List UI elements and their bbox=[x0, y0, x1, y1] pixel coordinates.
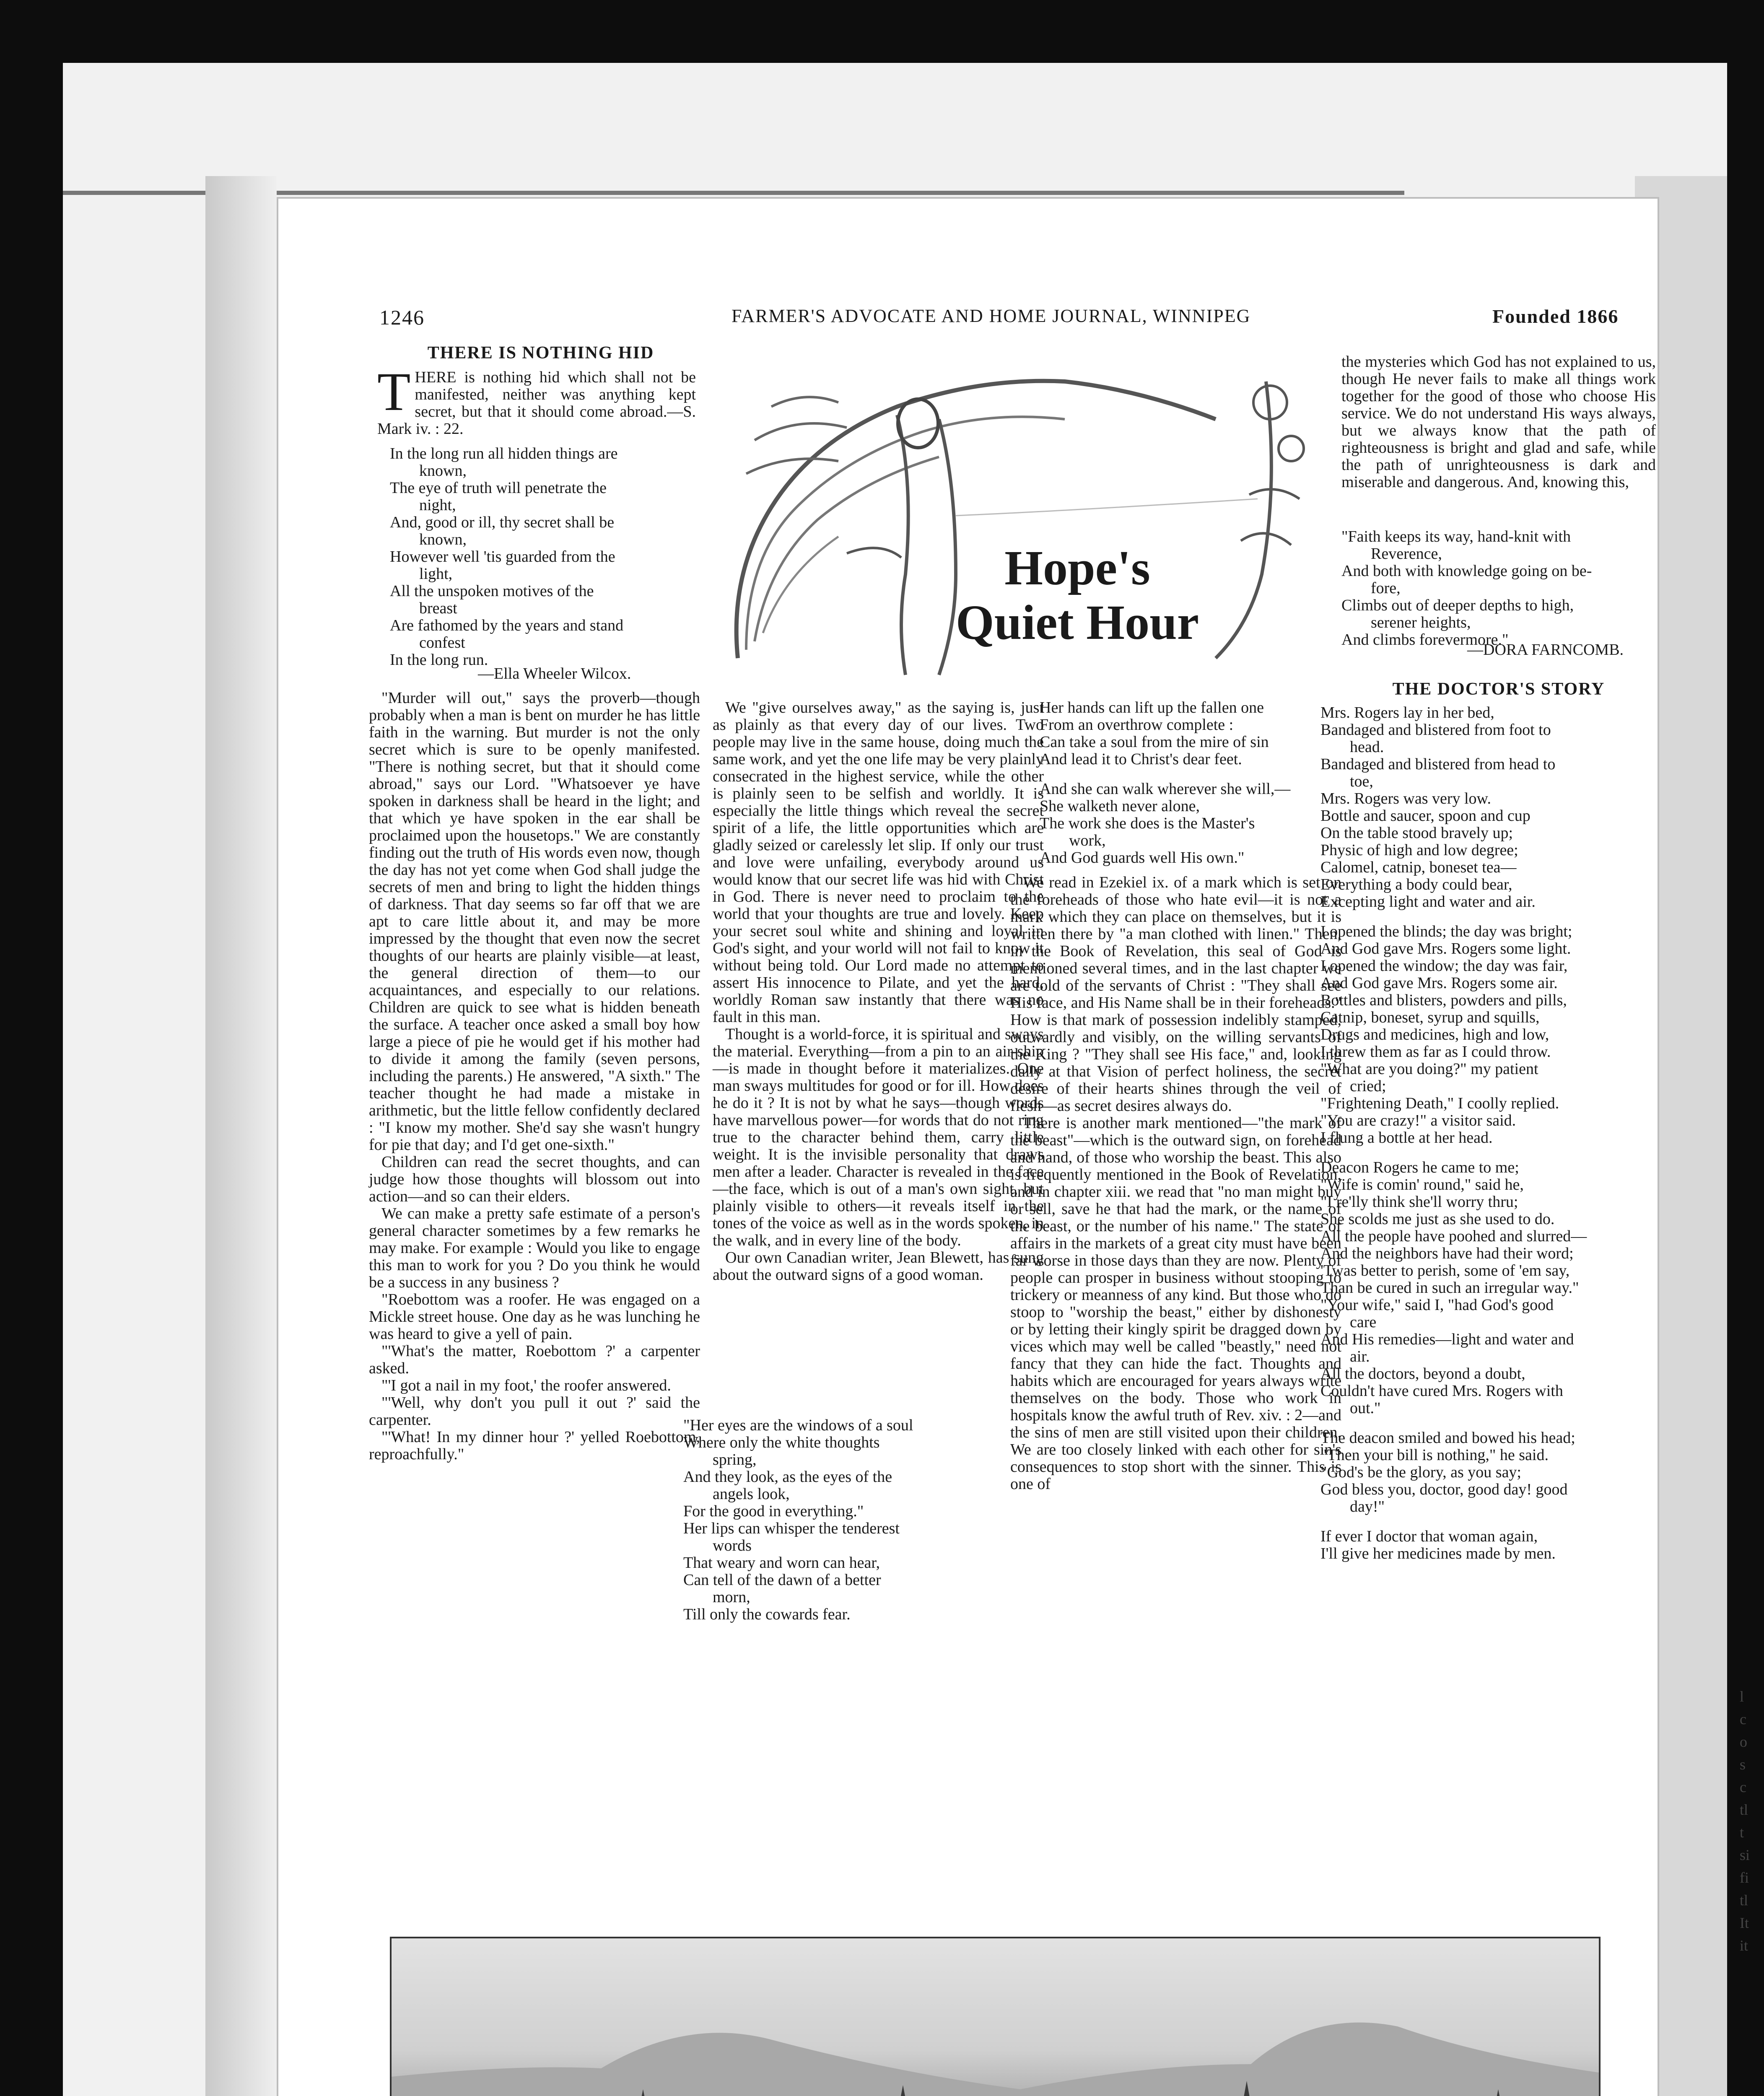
rc-poem-line: And she can walk wherever she will,— bbox=[1040, 780, 1291, 798]
article-title: THERE IS NOTHING HID bbox=[427, 343, 654, 363]
epigraph-text: HERE is nothing hid which shall not be manifested, neither was anything kept secret, but that it should come abroad.—S. Mark iv. : 22. bbox=[377, 368, 696, 438]
story-line: And God gave Mrs. Rogers some air. bbox=[1320, 974, 1558, 992]
center-article-body bbox=[713, 699, 1044, 1284]
center-poem-line: For the good in everything." bbox=[683, 1502, 864, 1520]
left-paragraph: "'Well, why don't you pull it out ?' said the carpenter. bbox=[369, 1394, 700, 1429]
story-line: "You are crazy!" a visitor said. bbox=[1320, 1112, 1516, 1129]
story-line: Drugs and medicines, high and low, bbox=[1320, 1026, 1549, 1043]
center-poem bbox=[683, 1417, 1040, 1623]
right-center-poem bbox=[1040, 699, 1341, 866]
rc-poem-line: Her hands can lift up the fallen one bbox=[1040, 699, 1264, 716]
story-line: "What are you doing?" my patient bbox=[1320, 1060, 1538, 1078]
quote-line: serener heights, bbox=[1371, 614, 1471, 631]
story-line: Bottle and saucer, spoon and cup bbox=[1320, 807, 1531, 825]
feature-title bbox=[931, 541, 1224, 650]
doctors-story-poem bbox=[1320, 704, 1656, 1562]
left-paragraph: "'What! In my dinner hour ?' yelled Roebottom, reproachfully." bbox=[369, 1428, 700, 1463]
story-line: I flung a bottle at her head. bbox=[1320, 1129, 1493, 1147]
story-line: cried; bbox=[1350, 1077, 1386, 1095]
quote-line: Reverence, bbox=[1371, 545, 1442, 563]
landscape-photo bbox=[390, 1937, 1601, 2096]
story-line bbox=[1320, 1417, 1656, 1429]
center-poem-line: That weary and worn can hear, bbox=[683, 1554, 880, 1572]
poem bbox=[390, 445, 700, 669]
story-line: And His remedies—light and water and bbox=[1320, 1331, 1574, 1348]
center-poem-line: Till only the cowards fear. bbox=[683, 1606, 851, 1623]
poem-line: The eye of truth will penetrate the bbox=[390, 479, 607, 497]
story-line: Than be cured in such an irregular way." bbox=[1320, 1279, 1579, 1297]
story-line: If ever I doctor that woman again, bbox=[1320, 1528, 1538, 1545]
poem-line: light, bbox=[419, 565, 453, 583]
poem-line: In the long run. bbox=[390, 651, 488, 669]
poem-line: known, bbox=[419, 462, 467, 480]
story-line: And the neighbors have had their word; bbox=[1320, 1245, 1574, 1262]
story-line: She scolds me just as she used to do. bbox=[1320, 1210, 1555, 1228]
poem-line: breast bbox=[419, 599, 457, 617]
rc-poem-line: The work she does is the Master's bbox=[1040, 815, 1255, 832]
page-gutter-shadow bbox=[205, 176, 277, 2096]
story-line: Mrs. Rogers was very low. bbox=[1320, 790, 1492, 807]
rc-paragraph: There is another mark mentioned—"the mark of the beast"—which is the outward sign, on forehead and hand, of those who worship the beast. This also is frequently mentioned in the Book of Revelation, and in chapter xiii. we read that "no man might buy or sell, save he that had the mark, or the name of the beast, or the number of his name." The state of affairs in the markets of a great city must have been far worse in those days than they are now. Plenty of people can prosper in business without stooping to trickery or meanness of any kind. But those who do stoop to "worship the beast," either by dishonesty or by letting their kingly spirit be dragged down by vices which may well be called "beastly," need not fancy that they can hide the fact. Thoughts and habits which are encouraged for years always write themselves on the body. Those who work in hospitals know the awful truth of Rev. xiv. : 2—and the sins of men are still visited upon their children. We are too closely linked with each other for sin's consequences to stop short with the sinner. This is one of bbox=[1010, 1114, 1341, 1493]
story-line: And God gave Mrs. Rogers some light. bbox=[1320, 940, 1571, 957]
center-paragraph: Our own Canadian writer, Jean Blewett, has sung about the outward signs of a good woman. bbox=[713, 1249, 1044, 1284]
poem-line: confest bbox=[419, 634, 465, 651]
faith-quote bbox=[1341, 528, 1656, 649]
poem-author: —Ella Wheeler Wilcox. bbox=[478, 665, 631, 682]
page-number: 1246 bbox=[379, 306, 425, 329]
story-line: I opened the window; the day was fair, bbox=[1320, 957, 1568, 975]
scan-border-top bbox=[0, 0, 1764, 63]
left-article-body bbox=[369, 690, 700, 1463]
center-poem-line: Where only the white thoughts bbox=[683, 1434, 880, 1451]
story-line: toe, bbox=[1350, 773, 1373, 790]
poem-line: All the unspoken motives of the bbox=[390, 582, 594, 600]
feature-title-line2: Quiet Hour bbox=[955, 595, 1199, 650]
story-line: Bandaged and blistered from foot to bbox=[1320, 721, 1551, 739]
poem-line: In the long run all hidden things are bbox=[390, 445, 618, 462]
journal-title: FARMER'S ADVOCATE AND HOME JOURNAL, WINNIPEG bbox=[732, 306, 1251, 326]
quote-author: —DORA FARNCOMB. bbox=[1467, 641, 1624, 659]
right-center-article-body bbox=[1010, 874, 1341, 1493]
drop-cap: T bbox=[377, 362, 411, 422]
center-poem-line: spring, bbox=[713, 1451, 757, 1468]
poem-line: night, bbox=[419, 496, 456, 514]
story-line: head. bbox=[1350, 738, 1384, 756]
story-line: The deacon smiled and bowed his head; bbox=[1320, 1429, 1575, 1447]
rc-paragraph: We read in Ezekiel ix. of a mark which is set on the foreheads of those who hate evil—it is not a mark which they can place on themselves, but it is written there by "a man clothed with linen." Then, in the Book of Revelation, this seal of God is mentioned several times, and in the last chapter we are told of the servants of Christ : "They shall see His face, and His Name shall be in their foreheads." How is that mark of possession indelibly stamped, outwardly and visibly, on the willing servants of the King ? "They shall see His face," and, looking daily at that Vision of perfect holiness, the secret desire of their hearts shines through the veil of flesh—as secret desires always do. bbox=[1010, 874, 1341, 1115]
founded-label: Founded 1866 bbox=[1492, 306, 1619, 327]
story-line: I threw them as far as I could throw. bbox=[1320, 1043, 1551, 1061]
left-paragraph: We can make a pretty safe estimate of a person's general character sometimes by a few remarks he may make. For example : Would you like to engage this man to work for you ? Do you think he would be a success in any business ? bbox=[369, 1205, 700, 1291]
story-line: I opened the blinds; the day was bright; bbox=[1320, 923, 1572, 940]
center-poem-line: "Her eyes are the windows of a soul bbox=[683, 1416, 913, 1434]
story-line: Mrs. Rogers lay in her bed, bbox=[1320, 704, 1494, 721]
epigraph bbox=[377, 362, 696, 438]
center-poem-line: Can tell of the dawn of a better bbox=[683, 1571, 881, 1589]
rc-poem-line: work, bbox=[1069, 832, 1106, 849]
adjacent-page-fragment: l c o s c tl t si fi tl It it bbox=[1740, 1688, 1750, 1954]
quote-line: "Faith keeps its way, hand-knit with bbox=[1341, 528, 1571, 545]
rc-poem-line: She walketh never alone, bbox=[1040, 797, 1200, 815]
story-line: All the doctors, beyond a doubt, bbox=[1320, 1365, 1525, 1383]
story-line: Bandaged and blistered from head to bbox=[1320, 755, 1556, 773]
story-line bbox=[1320, 911, 1656, 923]
center-paragraph: We "give ourselves away," as the saying is, just as plainly as that every day of our lives. Two people may live in the same house, doing much the same work, and yet the one life may be very plainly consecrated in the highest service, while the other is plainly seen to be selfish and worldly. It is especially the little things which reveal the secret spirit of a life, the little opportunities which are gladly seized or carelessly let slip. If only our trust and love were unfailing, everybody around us would know that our secret life was hid with Christ in God. There is never need to proclaim to the world that your thoughts are true and lovely. Keep your secret soul white and shining and loyal in God's sight, and your world will not fail to know it without being told. Our Lord made no attempt to assert His innocence to Pilate, and yet the hard, worldly Roman saw instantly that there was no fault in this man. bbox=[713, 699, 1044, 1026]
left-paragraph: "'I got a nail in my foot,' the roofer answered. bbox=[381, 1377, 671, 1394]
story-line: "Wife is comin' round," said he, bbox=[1320, 1176, 1524, 1193]
story-line: air. bbox=[1350, 1348, 1370, 1365]
rc-poem-line: And lead it to Christ's dear feet. bbox=[1040, 750, 1242, 768]
left-paragraph: "Murder will out," says the proverb—though probably when a man is bent on murder he has little faith in the warning. But murder is not the only secret which is sure to be openly manifested. "There is nothing secret, but that it should come abroad," says our Lord. "Whatsoever ye have spoken in darkness shall be heard in the light; and that which ye have spoken in the ear shall be proclaimed upon the housetops." We are constantly finding out the truth of His words even now, though the day has not yet come when God shall judge the secrets of men and bring to light the hidden things of darkness. That day seems so far off that we are apt to care little about it, and may be more impressed by the thought that even now the secret thoughts of our hearts are plainly visible—at least, the general direction of them—to our acquaintances, and especially to our relations. Children are quick to see what is hidden beneath the surface. A teacher once asked a small boy how large a piece of pie he would get if his mother had to divide it among the family (seven persons, including the parents.) He answered, "A sixth." The teacher thought he had made a mistake in arithmetic, but the little fellow confidently declared : "I know my mother. She'd say she wasn't hungry for pie that day; and I'd get one-sixth." bbox=[369, 689, 700, 1154]
story-line: "God's be the glory, as you say; bbox=[1320, 1463, 1521, 1481]
story-line: "Frightening Death," I coolly replied. bbox=[1320, 1095, 1559, 1112]
story-line: 'Twas better to perish, some of 'em say, bbox=[1320, 1262, 1570, 1279]
feature-title-line1: Hope's bbox=[1004, 540, 1150, 595]
center-poem-line: words bbox=[713, 1537, 752, 1554]
poem-line: However well 'tis guarded from the bbox=[390, 548, 615, 566]
story-line: care bbox=[1350, 1313, 1377, 1331]
story-line: Physic of high and low degree; bbox=[1320, 841, 1518, 859]
story-line: Couldn't have cured Mrs. Rogers with bbox=[1320, 1382, 1563, 1400]
story-title: THE DOCTOR'S STORY bbox=[1392, 680, 1605, 699]
scan-border-left bbox=[0, 0, 63, 2096]
center-poem-line: And they look, as the eyes of the bbox=[683, 1468, 892, 1486]
poem-line: And, good or ill, thy secret shall be bbox=[390, 514, 615, 531]
story-line: Calomel, catnip, boneset tea— bbox=[1320, 859, 1517, 876]
story-line: Catnip, boneset, syrup and squills, bbox=[1320, 1009, 1540, 1026]
right-continuation: the mysteries which God has not explained to us, though He never fails to make all things work together for the good of those who choose His service. We do not understand His ways always, but we always know that the path of righteousness is bright and glad and safe, while the path of unrighteousness is dark and miserable and dangerous. And, knowing this, bbox=[1341, 353, 1656, 491]
left-paragraph: "'What's the matter, Roebottom ?' a carpenter asked. bbox=[369, 1342, 700, 1377]
quote-line: And both with knowledge going on be- bbox=[1341, 562, 1592, 580]
story-line: Deacon Rogers he came to me; bbox=[1320, 1159, 1519, 1176]
quote-line: And climbs forevermore." bbox=[1341, 631, 1509, 649]
rc-poem-line: From an overthrow complete : bbox=[1040, 716, 1234, 734]
story-line: Bottles and blisters, powders and pills, bbox=[1320, 991, 1567, 1009]
story-line bbox=[1320, 1515, 1656, 1528]
quote-line: fore, bbox=[1371, 579, 1401, 597]
rc-poem-line: And God guards well His own." bbox=[1040, 849, 1245, 866]
story-line: "I re'lly think she'll worry thru; bbox=[1320, 1193, 1518, 1211]
story-line: Excepting light and water and air. bbox=[1320, 893, 1536, 911]
story-line: On the table stood bravely up; bbox=[1320, 824, 1513, 842]
story-line: Everything a body could bear, bbox=[1320, 876, 1512, 893]
center-poem-line: angels look, bbox=[713, 1485, 790, 1503]
story-line: out." bbox=[1350, 1399, 1381, 1417]
left-paragraph: "Roebottom was a roofer. He was engaged on a Mickle street house. One day as he was lunching he was heard to give a yell of pain. bbox=[369, 1291, 700, 1343]
landscape-drawing bbox=[392, 1938, 1599, 2096]
story-line: I'll give her medicines made by men. bbox=[1320, 1545, 1556, 1562]
story-line: "Your wife," said I, "had God's good bbox=[1320, 1296, 1554, 1314]
rc-poem-line bbox=[1040, 768, 1341, 781]
center-poem-line: morn, bbox=[713, 1588, 750, 1606]
center-poem-line: Her lips can whisper the tenderest bbox=[683, 1520, 900, 1537]
story-line bbox=[1320, 1147, 1656, 1159]
story-line: All the people have poohed and slurred— bbox=[1320, 1227, 1587, 1245]
poem-line: known, bbox=[419, 531, 467, 548]
quote-line: Climbs out of deeper depths to high, bbox=[1341, 597, 1574, 614]
left-paragraph: Children can read the secret thoughts, and can judge how those thoughts will blossom out into action—and so can their elders. bbox=[369, 1153, 700, 1205]
story-line: day!" bbox=[1350, 1498, 1385, 1515]
story-line: God bless you, doctor, good day! good bbox=[1320, 1481, 1568, 1498]
story-line: "Then your bill is nothing," he said. bbox=[1320, 1446, 1549, 1464]
center-paragraph: Thought is a world-force, it is spiritual and sways the material. Everything—from a pin to an air-ship—is made in thought before it materializes. One man sways multitudes for good or for ill. How does he do it ? It is not by what he says—though words have marvellous power—for words that do not ring true to the character behind them, carry little weight. It is the invisible personality that draws men after a leader. Character is revealed in the face—the face, which is out of a man's own sight, but plainly visible to others—it reveals itself in the tones of the voice as well as in the words spoken, in the walk, and in every line of the body. bbox=[713, 1025, 1044, 1249]
rc-poem-line: Can take a soul from the mire of sin bbox=[1040, 733, 1269, 751]
poem-line: Are fathomed by the years and stand bbox=[390, 617, 624, 634]
